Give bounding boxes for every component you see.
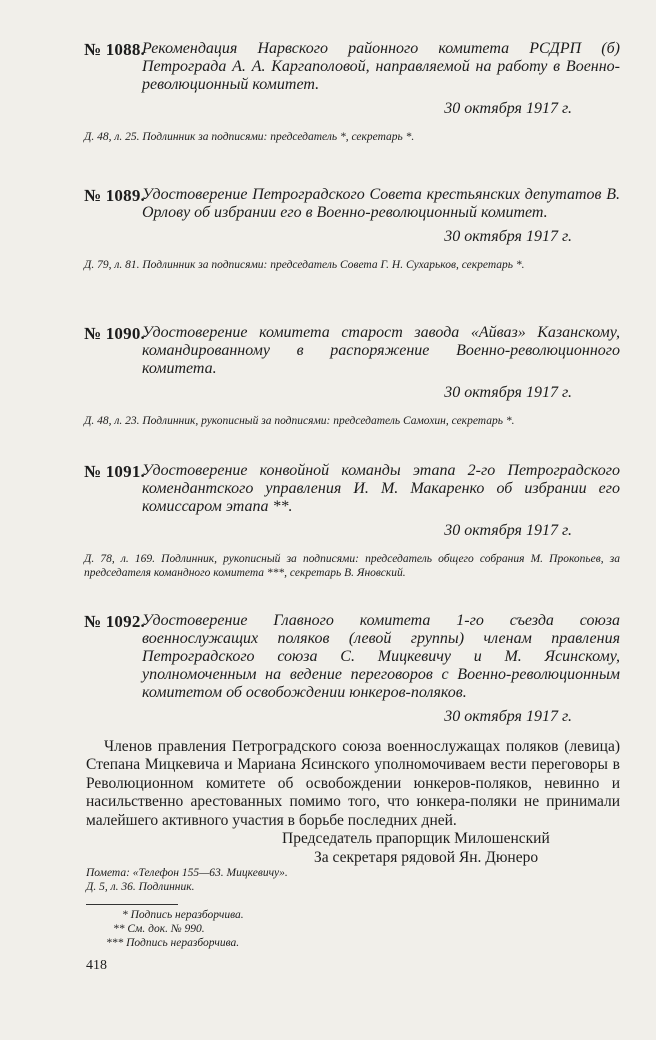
entry-date: 30 октября 1917 г. (444, 384, 572, 401)
entry-title: Удостоверение Главного комитета 1-го съезда союза военнослужащих поляков (левой группы) членам правления Петроградского союза С. Мицкевичу и М. Ясинскому, уполномоченным на ведение переговоров с Военно-революционным комитетом об освобождении юнкеров-поляков. (142, 612, 620, 701)
footnote-3: *** Подпись неразборчива. (106, 937, 240, 949)
entry-title: Рекомендация Нарвского районного комитета РСДРП (б) Петрограда А. А. Каргаполовой, направляемой на работу в Военно-революционный комитет. (142, 40, 620, 93)
remark-source: Д. 5, л. 36. Подлинник. (86, 881, 195, 893)
document-entry-1088 (84, 40, 620, 144)
entry-date: 30 октября 1917 г. (444, 228, 572, 245)
entry-source: Д. 48, л. 23. Подлинник, рукописный за подписями: председатель Самохин, секретарь *. (84, 415, 515, 427)
footnote-2: ** См. док. № 990. (113, 923, 205, 935)
entry-title: Удостоверение Петроградского Совета крестьянских депутатов В. Орлову об избрании его в Военно-революционный комитет. (142, 186, 620, 221)
entry-title: Удостоверение комитета старост завода «Айваз» Казанскому, командированному в распоряжение Военно-революционного комитета. (142, 324, 620, 377)
entry-number: № 1088. (84, 40, 145, 59)
footnote-1: * Подпись неразборчива. (122, 909, 244, 921)
signature-chairman: Председатель прапорщик Милошенский (282, 830, 550, 847)
entry-number: № 1091. (84, 462, 145, 481)
entry-number: № 1089. (84, 186, 145, 205)
entry-date: 30 октября 1917 г. (444, 100, 572, 117)
entry-source: Д. 79, л. 81. Подлинник за подписями: председатель Совета Г. Н. Сухарьков, секретарь *. (84, 259, 525, 271)
entry-date: 30 октября 1917 г. (444, 522, 572, 539)
document-body-text (86, 738, 620, 830)
document-entry-1090 (84, 324, 620, 428)
archival-remark (86, 866, 620, 894)
signature-secretary: За секретаря рядовой Ян. Дюнеро (314, 849, 539, 866)
entry-number: № 1092. (84, 612, 145, 631)
entry-number: № 1090. (84, 324, 145, 343)
entry-date: 30 октября 1917 г. (444, 708, 572, 725)
footnotes (100, 908, 244, 950)
body-paragraph: Членов правления Петроградского союза военнослужащах поляков (левица) Степана Мицкевича и Мариана Ясинского уполномочиваем вести переговоры в Революционном комитете об освобождении юнкеров-поляков, невинно и насильственно арестованных помимо того, что юнкера-поляки не принимали малейшего активного участия в борьбе последних дней. (86, 738, 620, 829)
remark-note: Помета: «Телефон 155—63. Мицкевичу». (86, 867, 288, 879)
footnote-divider (86, 904, 178, 905)
document-entry-1091 (84, 462, 620, 580)
entry-title: Удостоверение конвойной команды этапа 2-го Петроградского комендантского управления И. М. Макаренко об избрании его комиссаром этапа **. (142, 462, 620, 515)
entry-source: Д. 78, л. 169. Подлинник, рукописный за подписями: председатель общего собрания М. Прокопьев, за председателя командного комитета ***, секретарь В. Яновский. (84, 553, 620, 579)
signature-block (86, 829, 620, 867)
entry-source: Д. 48, л. 25. Подлинник за подписями: председатель *, секретарь *. (84, 131, 415, 143)
page-number: 418 (86, 958, 107, 973)
document-entry-1089 (84, 186, 620, 272)
document-entry-1092 (84, 612, 620, 726)
